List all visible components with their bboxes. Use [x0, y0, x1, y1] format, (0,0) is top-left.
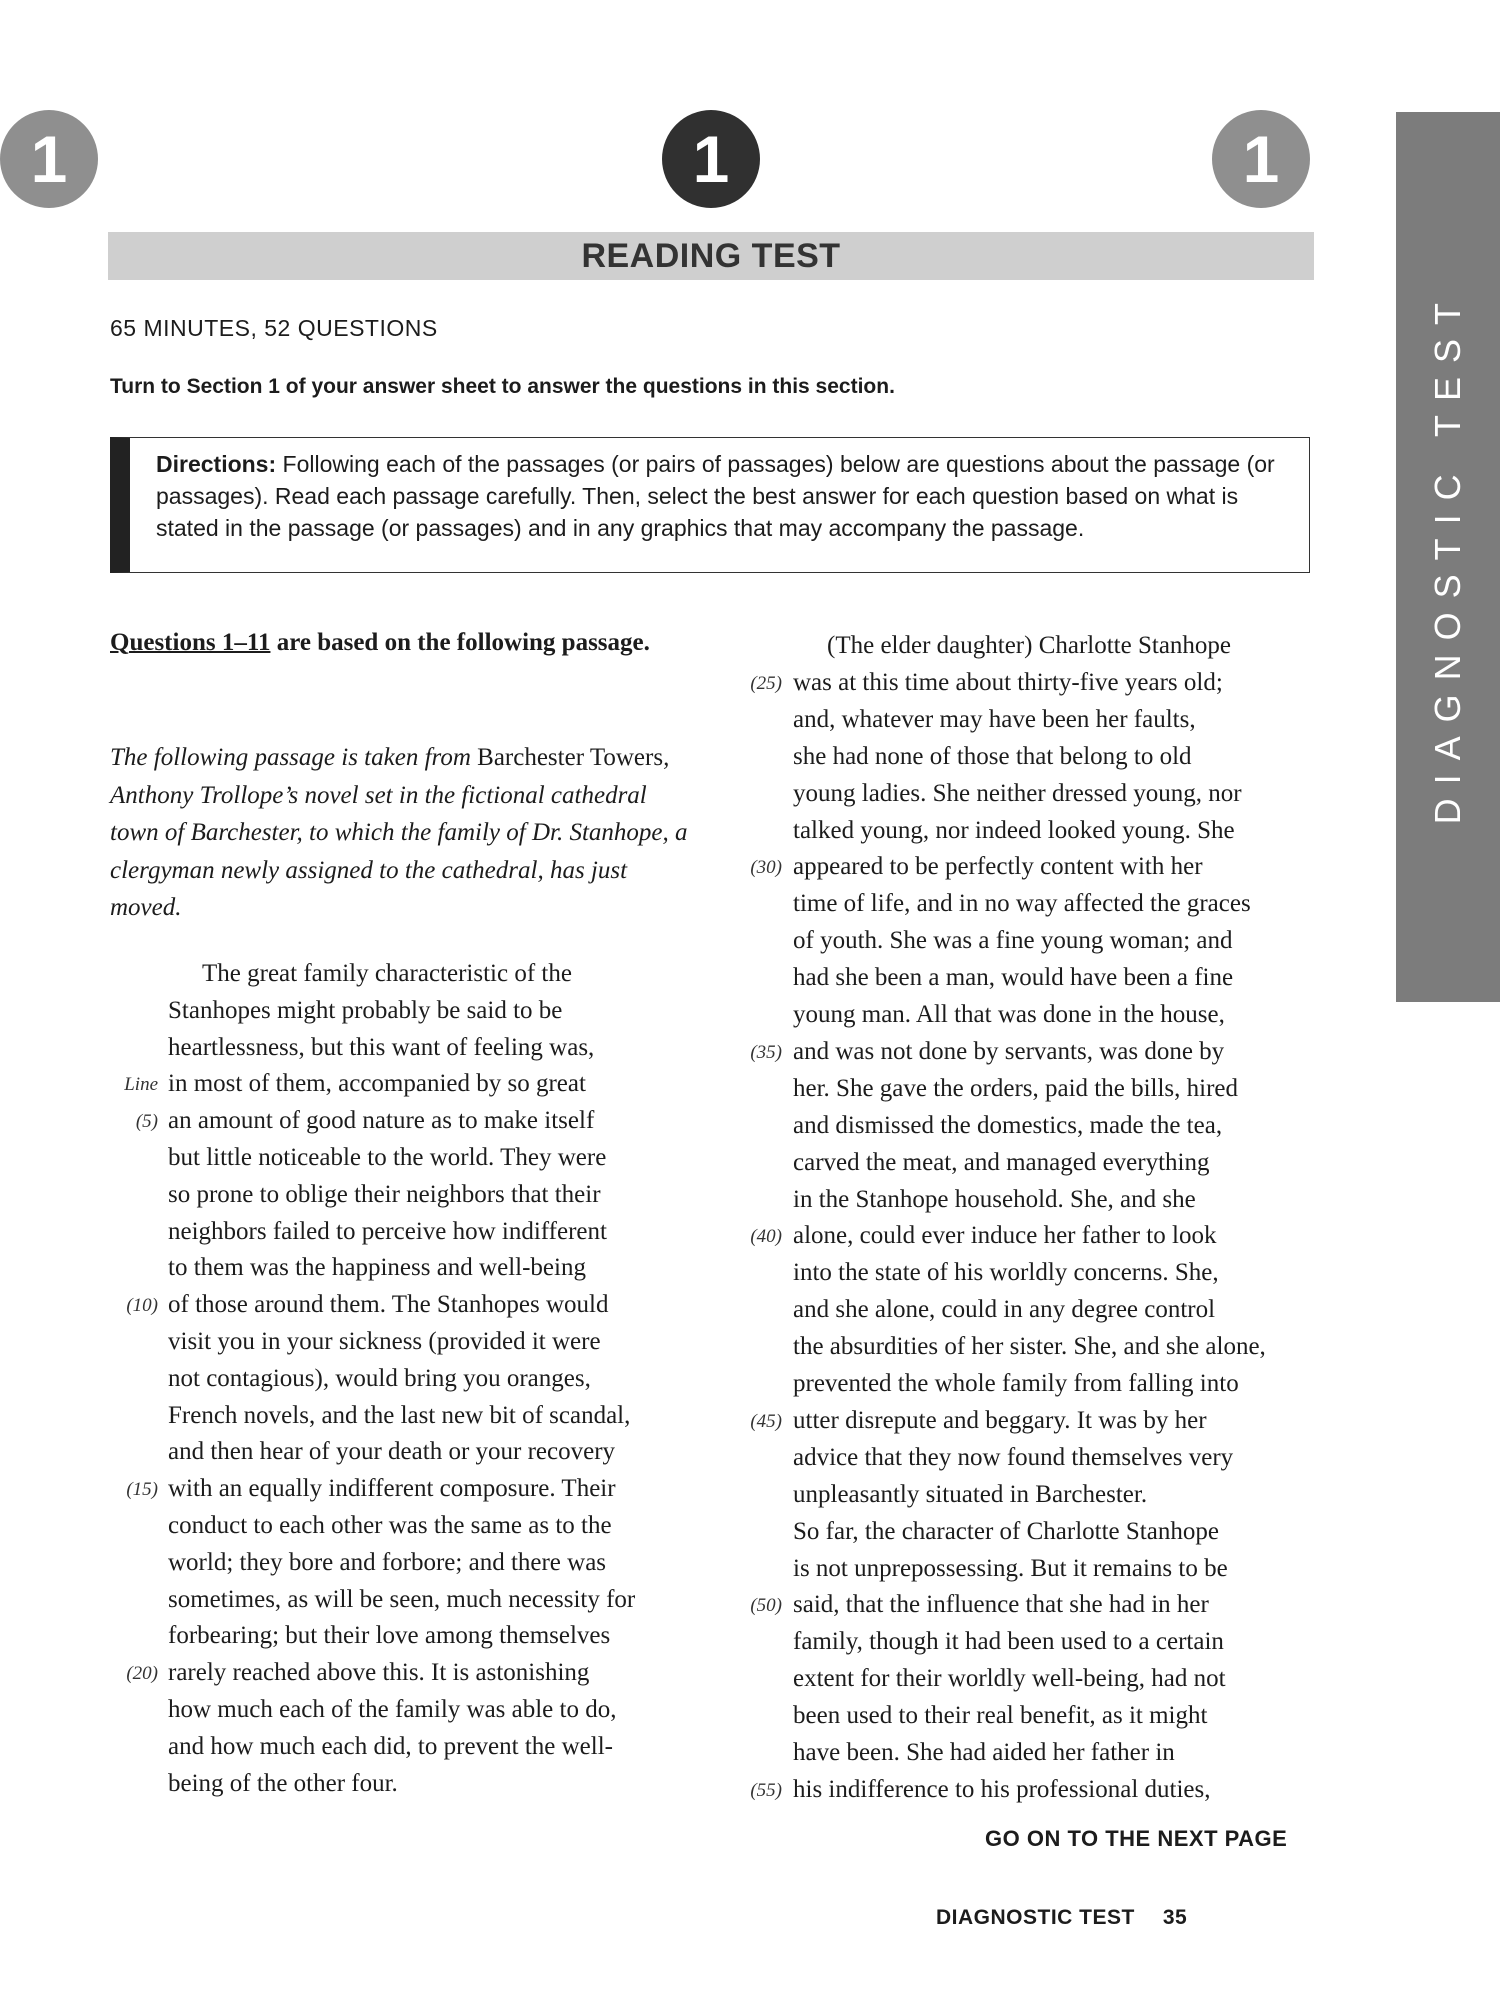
passage-line: forbearing; but their love among themselves [168, 1622, 611, 1650]
passage-line: and, whatever may have been her faults, [793, 705, 1196, 733]
line-number: (50) [750, 1595, 782, 1617]
passage-line: French novels, and the last new bit of scandal, [168, 1401, 631, 1429]
passage-line: visit you in your sickness (provided it were [168, 1328, 601, 1355]
instruction: Turn to Section 1 of your answer sheet to answer the questions in this section. [110, 375, 895, 398]
line-number: (10) [126, 1295, 158, 1317]
passage-line: young ladies. She neither dressed young, nor [793, 779, 1242, 807]
directions-text [156, 448, 1306, 544]
side-tab-label: DIAGNOSTIC TEST [1427, 289, 1468, 825]
line-number: (25) [750, 672, 782, 694]
passage-line: had she been a man, would have been a fine [793, 964, 1234, 992]
passage-line: his indifference to his professional duties, [793, 1775, 1211, 1803]
passage-line: of youth. She was a fine young woman; and [793, 927, 1233, 955]
directions-body: Following each of the passages (or pairs of passages) below are questions about the passage (or passages). Read each passage carefully. Then, select the best answer for each question based on what is stated in the passage (or passages) and in any graphics that may accompany the passage. [156, 451, 1275, 541]
passage-line: unpleasantly situated in Barchester. [793, 1480, 1148, 1508]
passage-line: the absurdities of her sister. She, and she alone, [793, 1333, 1266, 1361]
passage-line: said, that the influence that she had in her [793, 1591, 1209, 1619]
passage-line: prevented the whole family from falling into [793, 1370, 1239, 1397]
questions-range: Questions 1–11 [110, 629, 271, 656]
questions-heading [110, 624, 710, 662]
directions-box [110, 437, 1310, 573]
passage-line: in most of them, accompanied by so great [168, 1070, 586, 1098]
passage-line: sometimes, as will be seen, much necessity for [168, 1585, 636, 1613]
section-badge-left: 1 [0, 110, 98, 208]
passage-line: conduct to each other was the same as to the [168, 1512, 612, 1539]
passage-line: world; they bore and forbore; and there was [168, 1548, 607, 1576]
passage-line: been used to their real benefit, as it might [793, 1702, 1208, 1730]
test-meta: 65 MINUTES, 52 QUESTIONS [110, 315, 438, 341]
line-number: (35) [750, 1041, 782, 1063]
line-number: Line [124, 1074, 158, 1096]
passage-line: (The elder daughter) Charlotte Stanhope [827, 632, 1232, 659]
line-number: (30) [750, 857, 782, 879]
passage-line: neighbors failed to perceive how indifferent [168, 1217, 607, 1245]
passage-line: young man. All that was done in the house, [793, 1001, 1225, 1028]
passage-line: being of the other four. [168, 1769, 398, 1797]
line-number: (20) [126, 1663, 158, 1685]
passage-line: so prone to oblige their neighbors that their [168, 1180, 601, 1208]
passage-line: heartlessness, but this want of feeling was, [168, 1033, 595, 1061]
passage-line: The great family characteristic of the [202, 960, 572, 987]
passage-line: appeared to be perfectly content with her [793, 853, 1203, 881]
line-number: (40) [750, 1226, 782, 1248]
passage-line: and was not done by servants, was done by [793, 1037, 1225, 1065]
page-number: 35 [1162, 1906, 1188, 1929]
passage-line: and then hear of your death or your recovery [168, 1438, 616, 1466]
passage-line: how much each of the family was able to do, [168, 1696, 617, 1723]
passage-line: carved the meat, and managed everything [793, 1148, 1210, 1176]
passage-line: of those around them. The Stanhopes would [168, 1291, 609, 1319]
passage-line: is not unprepossessing. But it remains to be [793, 1554, 1228, 1582]
passage-line: extent for their worldly well-being, had not [793, 1665, 1226, 1693]
passage-line: and she alone, could in any degree control [793, 1296, 1216, 1324]
passage-line: utter disrepute and beggary. It was by her [793, 1406, 1207, 1434]
passage-intro [110, 739, 690, 927]
passage-line: was at this time about thirty-five years old; [793, 668, 1223, 696]
passage-line: Stanhopes might probably be said to be [168, 996, 563, 1024]
questions-heading-rest: are based on the following passage. [270, 629, 650, 656]
page-title: READING TEST [581, 236, 841, 275]
passage-line: but little noticeable to the world. They were [168, 1144, 607, 1171]
go-on-next-page: GO ON TO THE NEXT PAGE [985, 1826, 1288, 1851]
passage-line: have been. She had aided her father in [793, 1739, 1175, 1766]
passage-line: So far, the character of Charlotte Stanhope [793, 1517, 1219, 1545]
passage-line: into the state of his worldly concerns. She, [793, 1259, 1219, 1287]
directions-label: Directions: [156, 451, 277, 477]
passage-line: family, though it had been used to a certain [793, 1628, 1224, 1656]
passage-line: and how much each did, to prevent the well- [168, 1732, 613, 1760]
section-badge-center: 1 [662, 110, 760, 208]
passage-line: advice that they now found themselves very [793, 1443, 1234, 1471]
page-footer [936, 1906, 1187, 1930]
passage-line: not contagious), would bring you oranges, [168, 1364, 591, 1392]
passage-line: time of life, and in no way affected the graces [793, 890, 1251, 918]
side-tab [1396, 112, 1500, 1002]
line-number: (45) [750, 1410, 782, 1432]
passage-line: an amount of good nature as to make itself [168, 1107, 595, 1135]
passage-line: she had none of those that belong to old [793, 742, 1192, 770]
footer-label: DIAGNOSTIC TEST [936, 1906, 1135, 1929]
section-badge-right: 1 [1212, 110, 1310, 208]
passage-line: with an equally indifferent composure. Their [168, 1475, 616, 1503]
line-number: (5) [135, 1111, 158, 1133]
intro-part-1: The following passage is taken from [110, 744, 478, 771]
passage-line: alone, could ever induce her father to look [793, 1222, 1217, 1250]
passage-line: to them was the happiness and well-being [168, 1254, 586, 1282]
passage-line: her. She gave the orders, paid the bills, hired [793, 1074, 1239, 1102]
line-number: (15) [126, 1479, 158, 1501]
passage-line: and dismissed the domestics, made the tea, [793, 1111, 1223, 1139]
passage-line: in the Stanhope household. She, and she [793, 1185, 1196, 1213]
intro-part-3: , Anthony Trollope’s novel set in the fictional cathedral town of Barchester, to which the family of Dr. Stanhope, a clergyman newly assigned to the cathedral, has just moved. [110, 744, 688, 921]
title-band [108, 232, 1314, 280]
passage-line: rarely reached above this. It is astonishing [168, 1659, 590, 1687]
passage-line: talked young, nor indeed looked young. She [793, 816, 1235, 844]
intro-book-title: Barchester Towers [477, 744, 664, 771]
line-number: (55) [750, 1779, 782, 1801]
